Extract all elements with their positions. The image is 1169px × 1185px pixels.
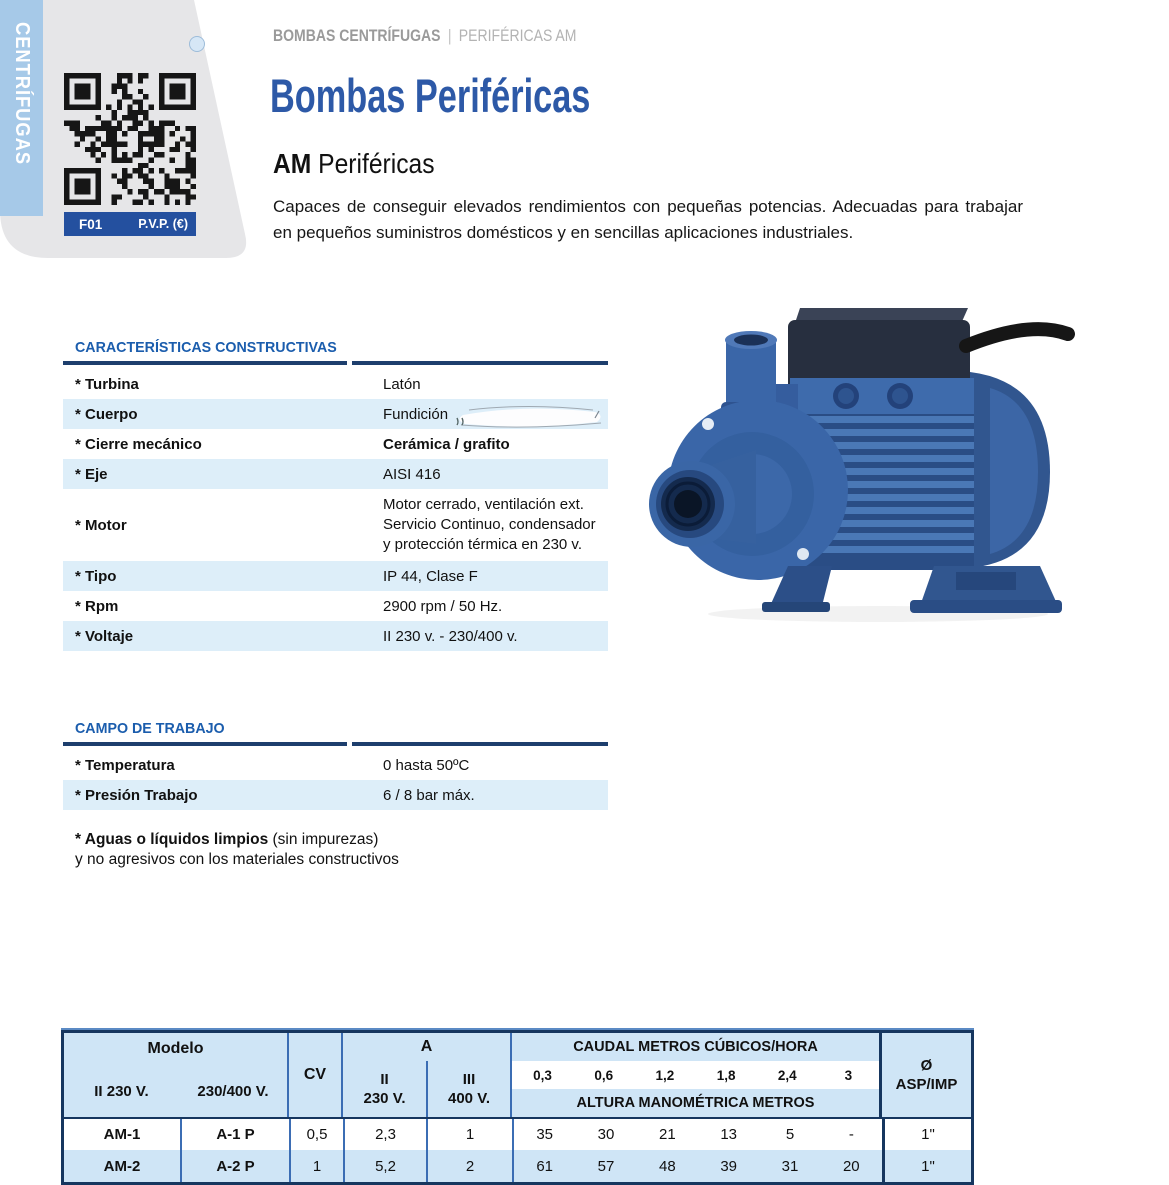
header-modelo-230-400: 230/400 V. xyxy=(197,1082,269,1100)
table-row: AM-1 A-1 P 0,5 2,3 1 35 30 21 13 5 - 1" xyxy=(64,1119,971,1150)
section-rule xyxy=(63,742,608,746)
header-a-iii: III 400 V. xyxy=(426,1061,510,1117)
section-caracteristicas-title: CARACTERÍSTICAS CONSTRUCTIVAS xyxy=(75,339,337,356)
note-bold: * Aguas o líquidos limpios xyxy=(75,831,269,848)
usage-note xyxy=(75,830,399,870)
page-title: Bombas Periféricas xyxy=(270,69,591,122)
col-group-amperes xyxy=(343,1033,512,1117)
qr-label-bar xyxy=(64,212,196,236)
table-header xyxy=(64,1033,971,1117)
header-cv: CV xyxy=(289,1033,343,1117)
table-row: AM-2 A-2 P 1 5,2 2 61 57 48 39 31 20 1" xyxy=(64,1150,971,1182)
col-group-modelo xyxy=(64,1033,289,1117)
header-diametro: Ø ASP/IMP xyxy=(895,1057,958,1093)
spec-row: * Rpm 2900 rpm / 50 Hz. xyxy=(75,597,503,615)
breadcrumb-category: BOMBAS CENTRÍFUGAS xyxy=(273,27,441,45)
header-modelo: Modelo xyxy=(147,1040,204,1057)
sidebar-category-tab xyxy=(0,0,43,216)
header-a-ii: II 230 V. xyxy=(363,1071,406,1107)
spec-row: * Voltaje II 230 v. - 230/400 v. xyxy=(63,621,608,651)
breadcrumb xyxy=(273,27,630,46)
section-campo-title: CAMPO DE TRABAJO xyxy=(75,720,225,737)
product-description: Capaces de conseguir elevados rendimientos con pequeñas potencias. Adecuadas para trabajar en pequeños suministros domésticos y en sencillas aplicaciones industriales. xyxy=(273,197,1023,242)
header-caudal-values: 0,3 0,6 1,2 1,8 2,4 3 xyxy=(512,1061,879,1089)
note-normal: (sin impurezas) xyxy=(268,831,379,848)
section-campo-trabajo xyxy=(63,720,608,810)
spec-row: * Temperatura 0 hasta 50ºC xyxy=(75,756,470,774)
breadcrumb-separator: | xyxy=(447,27,452,45)
breadcrumb-subcategory: PERIFÉRICAS AM xyxy=(458,27,577,45)
spec-row: * Cuerpo Fundición xyxy=(63,399,608,429)
performance-table xyxy=(61,1030,974,1185)
spec-row: * Presión Trabajo 6 / 8 bar máx. xyxy=(63,780,608,810)
header-caudal: CAUDAL METROS CÚBICOS/HORA xyxy=(573,1039,818,1055)
series-name: Periféricas xyxy=(311,148,435,179)
spec-row: * Turbina Latón xyxy=(75,375,421,393)
tariff-code: F01 xyxy=(79,216,103,232)
correction-smudge xyxy=(455,402,607,430)
col-group-caudal xyxy=(512,1033,882,1117)
note-line2: y no agresivos con los materiales constructivos xyxy=(75,851,399,868)
price-list-label: P.V.P. (€) xyxy=(138,217,188,231)
header-a: A xyxy=(420,1038,433,1055)
spec-row: * Cierre mecánico Cerámica / grafito xyxy=(75,435,510,453)
series-code: AM xyxy=(273,148,312,179)
header-altura: ALTURA MANOMÉTRICA METROS xyxy=(576,1095,815,1111)
sidebar-category-label: CENTRÍFUGAS xyxy=(11,22,33,166)
spec-row: * Motor Motor cerrado, ventilación ext. Servicio Continuo, condensador y protección térmica en 230 v. xyxy=(75,496,596,553)
section-rule xyxy=(63,361,608,365)
qr-code xyxy=(64,73,196,205)
spec-row: * Eje AISI 416 xyxy=(63,459,608,489)
hole-punch-dot xyxy=(189,36,205,52)
spec-row: * Tipo IP 44, Clase F xyxy=(63,561,608,591)
header-modelo-230: II 230 V. xyxy=(94,1082,149,1100)
series-subtitle xyxy=(273,148,457,180)
pump-photo xyxy=(638,292,1086,626)
section-caracteristicas xyxy=(63,339,608,651)
table-body xyxy=(64,1117,971,1182)
